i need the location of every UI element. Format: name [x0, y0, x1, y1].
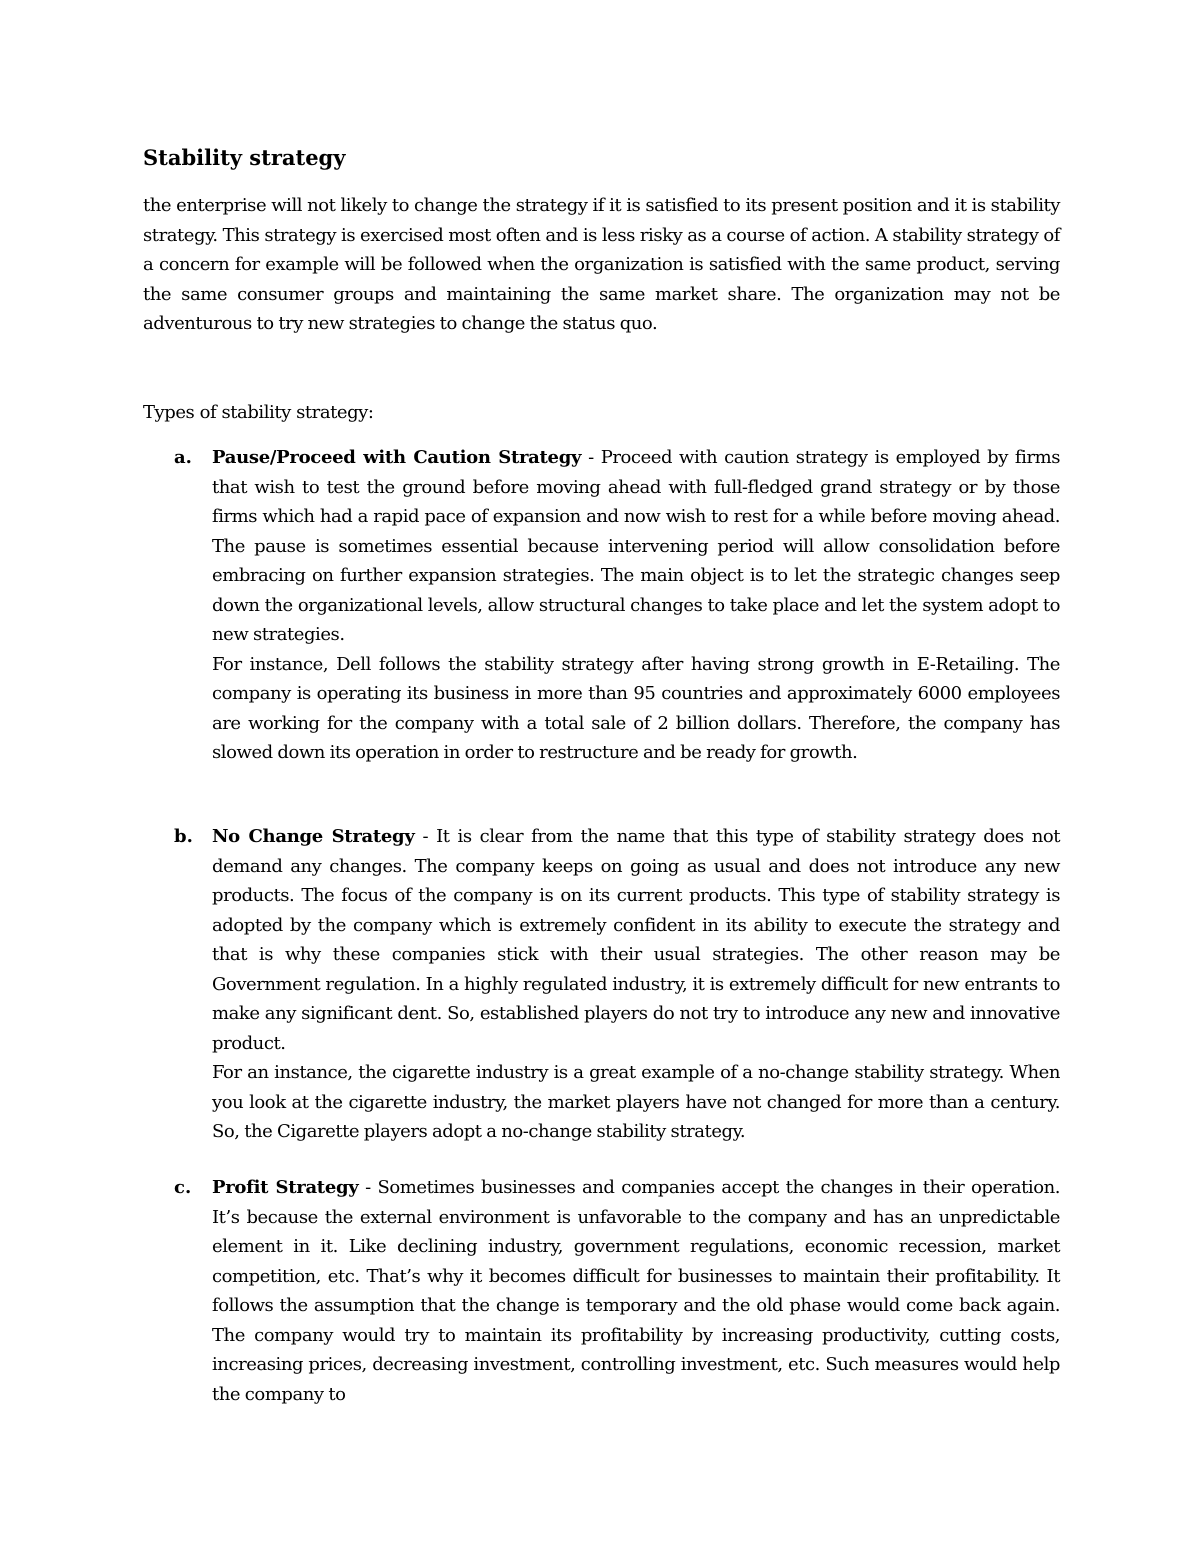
- item-example: For an instance, the cigarette industry is a great example of a no-change stability strategy. When you look at the cigarette industry, the market players have not changed for more than a century. So, the Cigarette players adopt a no-change stability strategy.: [212, 1062, 1060, 1142]
- list-item-paragraph: [212, 1173, 1060, 1409]
- types-heading: Types of stability strategy:: [143, 402, 374, 423]
- item-heading: Pause/Proceed with Caution Strategy: [212, 447, 582, 468]
- item-heading: Profit Strategy: [212, 1177, 359, 1198]
- item-separator: -: [414, 826, 437, 847]
- item-text: Sometimes businesses and companies accept the changes in their operation. It’s because the external environment is unfavorable to the company and has an unpredictable element in it. Like declining industry, government regulations, economic recession, market competition, etc. That’s why it becomes difficult for businesses to maintain their profitability. It follows the assumption that the change is temporary and the old phase would come back again. The company would try to maintain its profitability by increasing productivity, cutting costs, increasing prices, decreasing investment, controlling investment, etc. Such measures would help the company to: [212, 1177, 1061, 1405]
- list-item-body: [212, 443, 1060, 768]
- item-separator: -: [581, 447, 601, 468]
- item-example: For instance, Dell follows the stability strategy after having strong growth in E-Retailing. The company is operating its business in more than 95 countries and approximately 6000 employees are working for the company with a total sale of 2 billion dollars. Therefore, the company has slowed down its operation in order to restructure and be ready for growth.: [212, 653, 1060, 763]
- list-item-paragraph: [212, 443, 1060, 650]
- item-separator: -: [358, 1177, 378, 1198]
- intro-paragraph: the enterprise will not likely to change the strategy if it is satisfied to its present position and it is stability strategy. This strategy is exercised most often and is less risky as a course of action. A stability strategy of a concern for example will be followed when the organization is satisfied with the same product, serving the same consumer groups and maintaining the same market share. The organization may not be adventurous to try new strategies to change the status quo.: [143, 195, 1060, 334]
- list-item-body: [212, 822, 1060, 1147]
- item-text: Proceed with caution strategy is employed by firms that wish to test the ground before moving ahead with full-fledged grand strategy or by those firms which had a rapid pace of expansion and now wish to rest for a while before moving ahead. The pause is sometimes essential because intervening period will allow consolidation before embracing on further expansion strategies. The main object is to let the strategic changes seep down the organizational levels, allow structural changes to take place and let the system adopt to new strategies.: [212, 447, 1061, 645]
- item-heading: No Change Strategy: [212, 826, 415, 847]
- list-marker: b.: [174, 826, 193, 847]
- item-text: It is clear from the name that this type of stability strategy does not demand any changes. The company keeps on going as usual and does not introduce any new products. The focus of the company is on its current products. This type of stability strategy is adopted by the company which is extremely confident in its ability to execute the strategy and that is why these companies stick with their usual strategies. The other reason may be Government regulation. In a highly regulated industry, it is extremely difficult for new entrants to make any significant dent. So, established players do not try to introduce any new and innovative product.: [212, 826, 1061, 1054]
- list-marker: a.: [174, 447, 192, 468]
- list-item-paragraph: [212, 822, 1060, 1058]
- list-item-body: [212, 1173, 1060, 1409]
- list-marker: c.: [174, 1177, 192, 1198]
- page-title: Stability strategy: [143, 145, 346, 170]
